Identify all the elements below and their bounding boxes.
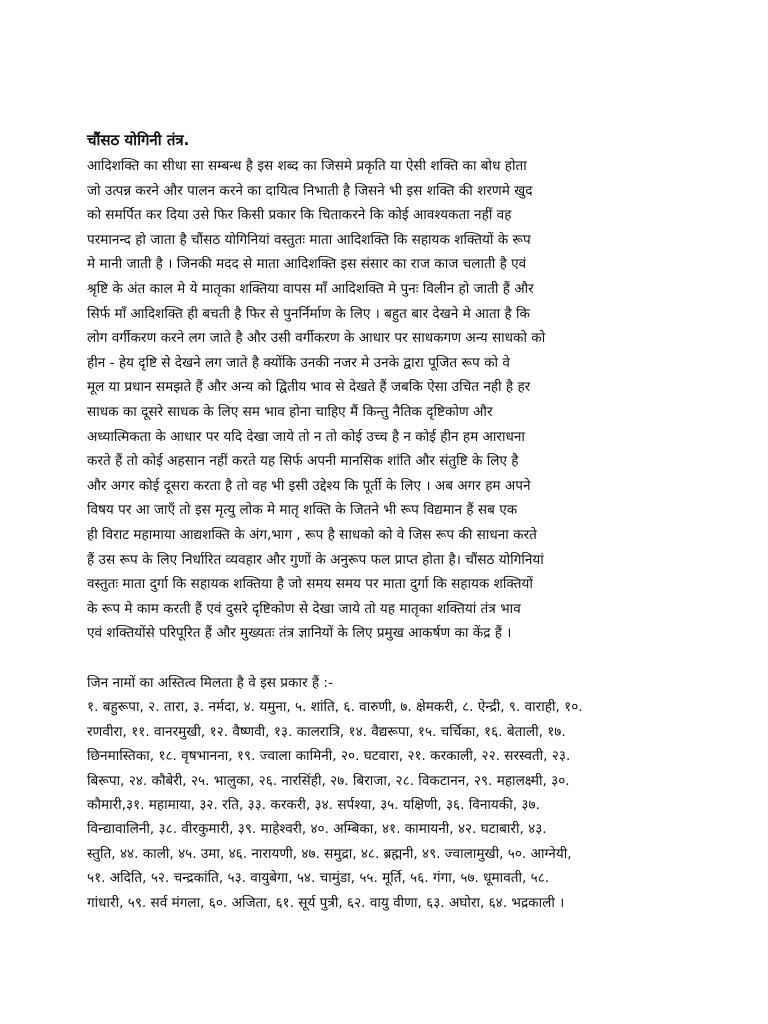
paragraph-line: साधक का दूसरे साधक के लिए सम भाव होना चाहिए मैं किन्तु नैतिक दृष्टिकोण और <box>87 403 493 420</box>
paragraph-line: एवं शक्तियोंसे परिपूरित हैं और मुख्यतः तंत्र ज्ञानियों के लिए प्रमुख आकर्षण का केंद्र हैं । <box>87 625 512 642</box>
paragraph-line: श्रृष्टि के अंत काल मे ये मातृका शक्तिया वापस माँ आदिशक्ति मे पुनः विलीन हो जाती हैं और <box>87 280 534 297</box>
names-line: १. बहुरूपा, २. तारा, ३. नर्मदा, ४. यमुना, ५. शांति, ६. वारुणी, ७. क्षेमकरी, ८. ऐन्द्री, ९. वाराही, १०. <box>87 699 583 716</box>
names-line: कौमारी,३१. महामाया, ३२. रति, ३३. करकरी, ३४. सर्पश्या, ३५. यक्षिणी, ३६. विनायकी, ३७. <box>87 796 540 813</box>
paragraph-line: वस्तुतः माता दुर्गा कि सहायक शक्तिया है जो समय समय पर माता दुर्गा कि सहायक शक्तियों <box>87 576 533 593</box>
names-line: गांधारी, ५९. सर्व मंगला, ६०. अजिता, ६१. सूर्य पुत्री, ६२. वायु वीणा, ६३. अघोरा, ६४. भद्रकाली । <box>87 894 565 911</box>
paragraph-line: परमानन्द हो जाता है चौंसठ योगिनियां वस्तुतः माता आदिशक्ति कि सहायक शक्तियों के रूप <box>87 231 531 248</box>
names-intro: जिन नामों का अस्तित्व मिलता है वे इस प्रकार हैं :- <box>87 674 333 691</box>
names-line: बिरूपा, २४. कौबेरी, २५. भालुका, २६. नारसिंही, २७. बिराजा, २८. विकटानन, २९. महालक्ष्मी, ३०. <box>87 772 570 789</box>
intro-paragraph <box>87 154 677 646</box>
paragraph-line: विषय पर आ जाएँ तो इस मृत्यु लोक मे मातृ शक्ति के जितने भी रूप विद्यमान हैं सब एक <box>87 502 518 519</box>
names-line: ५१. अदिति, ५२. चन्द्रकांति, ५३. वायुबेगा, ५४. चामुंडा, ५५. मूर्ति, ५६. गंगा, ५७. धूमावती, ५८. <box>87 870 550 887</box>
names-section <box>87 671 677 915</box>
document-page <box>87 126 677 915</box>
paragraph-line: अध्यात्मिकता के आधार पर यदि देखा जाये तो न तो कोई उच्च है न कोई हीन हम आराधना <box>87 428 525 445</box>
paragraph-line: सिर्फ माँ आदिशक्ति ही बचती है फिर से पुनर्निर्माण के लिए । बहुत बार देखने मे आता है कि <box>87 305 531 322</box>
paragraph-line: और अगर कोई दूसरा करता है तो वह भी इसी उद्देश्य कि पूर्ती के लिए । अब अगर हम अपने <box>87 477 531 494</box>
names-line: छिनमास्तिका, १८. वृषभानना, १९. ज्वाला कामिनी, २०. घटवारा, २१. करकाली, २२. सरस्वती, २३. <box>87 748 571 765</box>
paragraph-line: लोग वर्गीकरण करने लग जाते है और उसी वर्गीकरण के आधार पर साधकगण अन्य साधको को <box>87 330 546 347</box>
paragraph-line: ही विराट महामाया आद्यशक्ति के अंग,भाग , रूप है साधको को वे जिस रूप की साधना करते <box>87 526 537 543</box>
names-line: विन्द्यावालिनी, ३८. वीरकुमारी, ३९. माहेश्वरी, ४०. अम्बिका, ४१. कामायनी, ४२. घटाबारी, ४३. <box>87 821 547 838</box>
document-title: चौंसठ योगिनी तंत्र. <box>87 131 190 149</box>
paragraph-line: हीन - हेय दृष्टि से देखने लग जाते है क्योंकि उनकी नजर मे उनके द्वारा पूजित रूप को वे <box>87 354 510 371</box>
paragraph-line: मूल या प्रधान समझते हैं और अन्य को द्वितीय भाव से देखते हैं जबकि ऐसा उचित नही है हर <box>87 379 531 396</box>
paragraph-line: जो उत्पन्न करने और पालन करने का दायित्व निभाती है जिसने भी इस शक्ति की शरणमे खुद <box>87 182 533 199</box>
paragraph-line: के रूप मे काम करती हैं एवं दुसरे दृष्टिकोण से देखा जाये तो यह मातृका शक्तियां तंत्र भाव <box>87 600 521 617</box>
paragraph-gap <box>87 646 677 671</box>
names-line: रणवीरा, ११. वानरमुखी, १२. वैष्णवी, १३. कालरात्रि, १४. वैद्यरूपा, १५. चर्चिका, १६. बेताली, १७. <box>87 723 566 740</box>
paragraph-line: आदिशक्ति का सीधा सा सम्बन्ध है इस शब्द का जिसमे प्रकृति या ऐसी शक्ति का बोध होता <box>87 158 527 174</box>
paragraph-line: हैं उस रूप के लिए निर्धारित व्यवहार और गुणों के अनुरूप फल प्राप्त होता है। चौंसठ योगिनियां <box>87 551 544 568</box>
paragraph-line: को समर्पित कर दिया उसे फिर किसी प्रकार कि चिताकरने कि कोई आवश्यकता नहीं वह <box>87 207 512 224</box>
paragraph-line: मे मानी जाती है । जिनकी मदद से माता आदिशक्ति इस संसार का राज काज चलाती है एवं <box>87 256 527 273</box>
names-line: स्तुति, ४४. काली, ४५. उमा, ४६. नारायणी, ४७. समुद्रा, ४८. ब्रह्मनी, ४९. ज्वालामुखी, ५०. आग्नेयी, <box>87 845 572 862</box>
paragraph-line: करते हैं तो कोई अहसान नहीं करते यह सिर्फ अपनी मानसिक शांति और संतुष्टि के लिए है <box>87 453 519 470</box>
